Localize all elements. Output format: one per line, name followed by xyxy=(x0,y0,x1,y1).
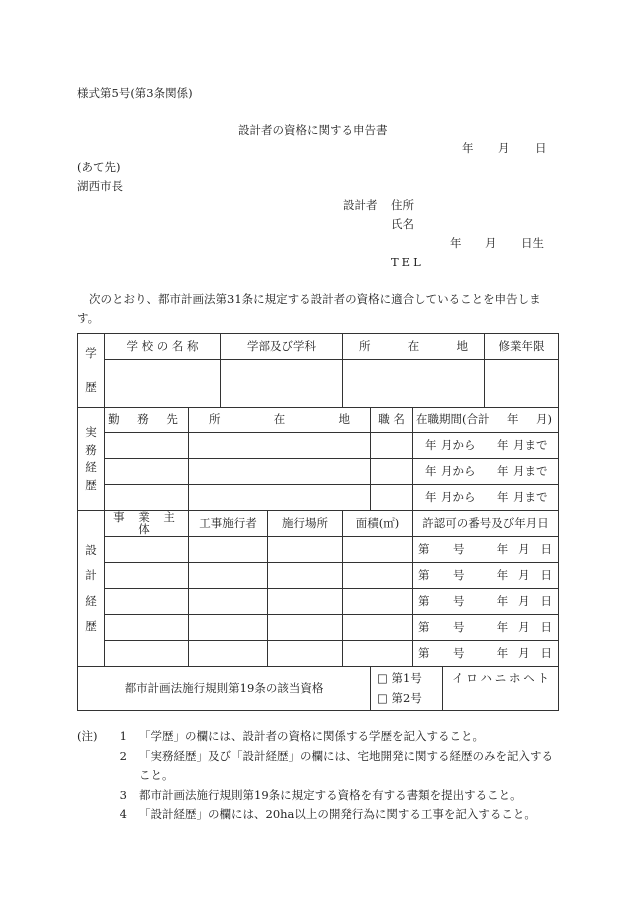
work-row xyxy=(78,485,559,511)
permit-cell[interactable]: 第 号 年 月 日 xyxy=(413,589,559,615)
construction-site-cell[interactable] xyxy=(268,537,343,563)
designer-label: 設計者 xyxy=(343,198,378,212)
contractor-cell[interactable] xyxy=(189,641,268,667)
permit-cell[interactable]: 第 号 年 月 日 xyxy=(413,615,559,641)
form-number: 様式第5号(第3条関係) xyxy=(77,86,193,100)
qualification-letters xyxy=(443,667,559,711)
study-years-cell[interactable] xyxy=(485,360,559,408)
permit-cell[interactable]: 第 号 年 月 日 xyxy=(413,537,559,563)
letter-i[interactable]: イ xyxy=(452,671,464,685)
job-title-cell[interactable] xyxy=(371,459,413,485)
employer-cell[interactable] xyxy=(105,459,189,485)
job-title-cell[interactable] xyxy=(371,433,413,459)
employer-header: 勤 務 先 xyxy=(105,408,189,433)
work-row xyxy=(78,433,559,459)
project-owner-cell[interactable] xyxy=(105,563,189,589)
date-year-label: 年 xyxy=(462,141,474,155)
note-item: 4 「設計経歴」の欄には、20ha以上の開発行為に関する工事を記入すること。 xyxy=(119,807,536,821)
area-cell[interactable] xyxy=(343,615,413,641)
construction-site-cell[interactable] xyxy=(268,641,343,667)
date-day-label: 日 xyxy=(535,141,547,155)
intro-line-1: 次のとおり、都市計画法第31条に規定する設計者の資格に適合していることを申告しま xyxy=(89,292,541,306)
note-item: 2 「実務経歴」及び「設計経歴」の欄には、宅地開発に関する経歴のみを記入する xyxy=(119,748,553,763)
note-item: (注) 1 「学歴」の欄には、設計者の資格に関係する学歴を記入すること。 xyxy=(77,727,553,747)
education-entry-row xyxy=(78,360,559,408)
project-owner-cell[interactable] xyxy=(105,589,189,615)
work-location-cell[interactable] xyxy=(189,485,371,511)
contractor-cell[interactable] xyxy=(189,563,268,589)
permit-cell[interactable]: 第 号 年 月 日 xyxy=(413,641,559,667)
date-month-label: 月 xyxy=(498,141,510,155)
tel-label: TEL xyxy=(391,255,424,269)
design-row xyxy=(78,641,559,667)
project-owner-cell[interactable] xyxy=(105,615,189,641)
education-header-row xyxy=(78,334,559,360)
permit-header: 許認可の番号及び年月日 xyxy=(413,511,559,537)
area-header: 面積(㎡) xyxy=(343,511,413,537)
project-owner-cell[interactable] xyxy=(105,641,189,667)
faculty-cell[interactable] xyxy=(221,360,343,408)
project-owner-header: 事 業 主 体 xyxy=(105,511,189,537)
study-years-header: 修業年限 xyxy=(485,334,559,360)
letter-ro[interactable]: ロ xyxy=(466,671,478,685)
school-location-cell[interactable] xyxy=(343,360,485,408)
project-owner-cell[interactable] xyxy=(105,537,189,563)
employment-period-header: 在職期間(合計 年 月) xyxy=(413,408,559,433)
employment-period-cell[interactable]: 年 月から 年 月まで xyxy=(413,459,559,485)
design-row xyxy=(78,537,559,563)
work-history-label: 実 務 経 歴 xyxy=(78,408,105,511)
design-header-row xyxy=(78,511,559,537)
work-location-cell[interactable] xyxy=(189,459,371,485)
contractor-cell[interactable] xyxy=(189,615,268,641)
employment-period-cell[interactable]: 年 月から 年 月まで xyxy=(413,485,559,511)
letter-to[interactable]: ト xyxy=(537,671,550,685)
note-item-continuation: こと。 xyxy=(139,768,174,782)
qualification-label: 都市計画法施行規則第19条の該当資格 xyxy=(78,667,371,711)
birth-day-label: 日生 xyxy=(521,236,544,250)
construction-site-header: 施行場所 xyxy=(268,511,343,537)
option-item-2-checkbox[interactable]: □ 第2号 xyxy=(377,691,422,705)
birth-month-label: 月 xyxy=(485,236,497,250)
design-row xyxy=(78,589,559,615)
education-label: 学 歴 xyxy=(78,334,105,408)
work-header-row xyxy=(78,408,559,433)
birth-year-label: 年 xyxy=(450,236,462,250)
school-name-cell[interactable] xyxy=(105,360,221,408)
school-name-header: 学 校 の 名 称 xyxy=(105,334,221,360)
job-title-cell[interactable] xyxy=(371,485,413,511)
faculty-header: 学部及び学科 xyxy=(221,334,343,360)
intro-line-2: す。 xyxy=(77,311,100,325)
job-title-header: 職 名 xyxy=(371,408,413,433)
employment-period-cell[interactable]: 年 月から 年 月まで xyxy=(413,433,559,459)
addressee-prefix: (あて先) xyxy=(77,160,121,174)
design-row xyxy=(78,615,559,641)
address-label: 住所 xyxy=(391,198,414,212)
school-location-header: 所 在 地 xyxy=(343,334,485,360)
contractor-header: 工事施行者 xyxy=(189,511,268,537)
construction-site-cell[interactable] xyxy=(268,589,343,615)
area-cell[interactable] xyxy=(343,537,413,563)
note-item: 3 都市計画法施行規則第19条に規定する資格を有する書類を提出すること。 xyxy=(119,787,522,802)
letter-he[interactable]: ヘ xyxy=(523,671,535,685)
work-row xyxy=(78,459,559,485)
area-cell[interactable] xyxy=(343,641,413,667)
employer-cell[interactable] xyxy=(105,433,189,459)
option-item-1-checkbox[interactable]: □ 第1号 xyxy=(377,670,422,685)
construction-site-cell[interactable] xyxy=(268,615,343,641)
work-location-cell[interactable] xyxy=(189,433,371,459)
contractor-cell[interactable] xyxy=(189,537,268,563)
design-row xyxy=(78,563,559,589)
notes-prefix: (注) xyxy=(77,729,98,743)
permit-cell[interactable]: 第 号 年 月 日 xyxy=(413,563,559,589)
area-cell[interactable] xyxy=(343,589,413,615)
letter-ha[interactable]: ハ xyxy=(480,671,493,685)
work-location-header: 所 在 地 xyxy=(189,408,371,433)
employer-cell[interactable] xyxy=(105,485,189,511)
document-title: 設計者の資格に関する申告書 xyxy=(238,123,388,137)
area-cell[interactable] xyxy=(343,563,413,589)
design-history-label: 設 計 経 歴 xyxy=(78,511,105,667)
qualification-table xyxy=(77,333,559,711)
letter-ho[interactable]: ホ xyxy=(509,671,521,685)
construction-site-cell[interactable] xyxy=(268,563,343,589)
addressee-name: 湖西市長 xyxy=(77,179,123,193)
notes-section xyxy=(77,727,553,825)
name-label: 氏名 xyxy=(391,217,414,231)
letter-ni[interactable]: ニ xyxy=(494,671,507,685)
contractor-cell[interactable] xyxy=(189,589,268,615)
qualification-row xyxy=(78,667,559,711)
qualification-options xyxy=(371,667,443,711)
